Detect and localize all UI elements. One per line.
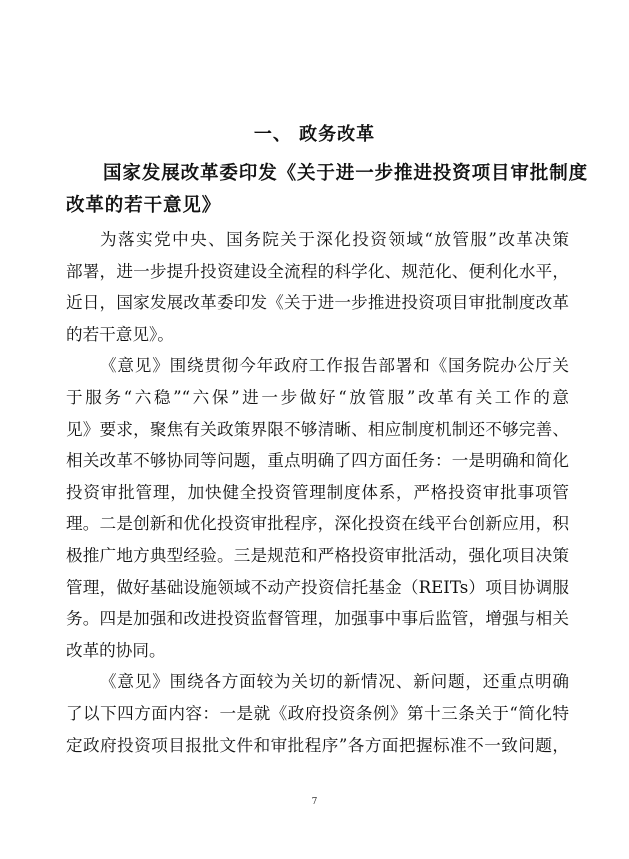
paragraph-line: 定政府投资项目报批文件和审批程序”各方面把握标准不一致问题， bbox=[66, 735, 569, 755]
paragraph-line: 于服务“六稳”“六保”进一步做好“放管服”改革有关工作的意 bbox=[66, 387, 569, 407]
paragraph-line: 《意见》围绕贯彻今年政府工作报告部署和《国务院办公厅关 bbox=[100, 356, 569, 376]
article-title bbox=[66, 158, 589, 222]
paragraph-line: 了以下四方面内容：一是就《政府投资条例》第十三条关于“简化特 bbox=[66, 703, 569, 723]
paragraph-line: 管理，做好基础设施领域不动产投资信托基金（REITs）项目协调服 bbox=[66, 577, 569, 597]
paragraph bbox=[66, 224, 569, 350]
paragraph-line: 见》要求，聚焦有关政策界限不够清晰、相应制度机制还不够完善、 bbox=[66, 419, 569, 439]
paragraph-line: 为落实党中央、国务院关于深化投资领域“放管服”改革决策 bbox=[100, 230, 569, 249]
article-title-line: 改革的若干意见》 bbox=[66, 195, 222, 216]
paragraph-line: 部署，进一步提升投资建设全流程的科学化、规范化、便利化水平， bbox=[66, 261, 569, 281]
paragraph-line: 务。四是加强和改进投资监督管理，加强事中事后监管，增强与相关 bbox=[66, 609, 569, 629]
paragraph-line: 极推广地方典型经验。三是规范和严格投资审批活动，强化项目决策 bbox=[66, 545, 569, 565]
paragraph bbox=[66, 350, 569, 666]
paragraph-line: 的若干意见》。 bbox=[66, 324, 174, 344]
paragraph-line: 改革的协同。 bbox=[66, 640, 166, 660]
paragraph bbox=[66, 666, 569, 761]
paragraph-line: 《意见》围绕各方面较为关切的新情况、新问题，还重点明确 bbox=[100, 672, 569, 692]
paragraph-line: 投资审批管理，加快健全投资管理制度体系，严格投资审批事项管 bbox=[66, 482, 569, 502]
paragraph-line: 理。二是创新和优化投资审批程序，深化投资在线平台创新应用，积 bbox=[66, 514, 569, 534]
article-title-line: 国家发展改革委印发《关于进一步推进投资项目审批制度 bbox=[103, 163, 589, 184]
section-heading: 一、 政务改革 bbox=[253, 124, 376, 145]
paragraph-line: 相关改革不够协同等问题，重点明确了四方面任务：一是明确和简化 bbox=[66, 451, 569, 471]
paragraph-line: 近日，国家发展改革委印发《关于进一步推进投资项目审批制度改革 bbox=[66, 293, 569, 313]
article-body bbox=[66, 224, 569, 761]
page-number: 7 bbox=[311, 797, 318, 807]
